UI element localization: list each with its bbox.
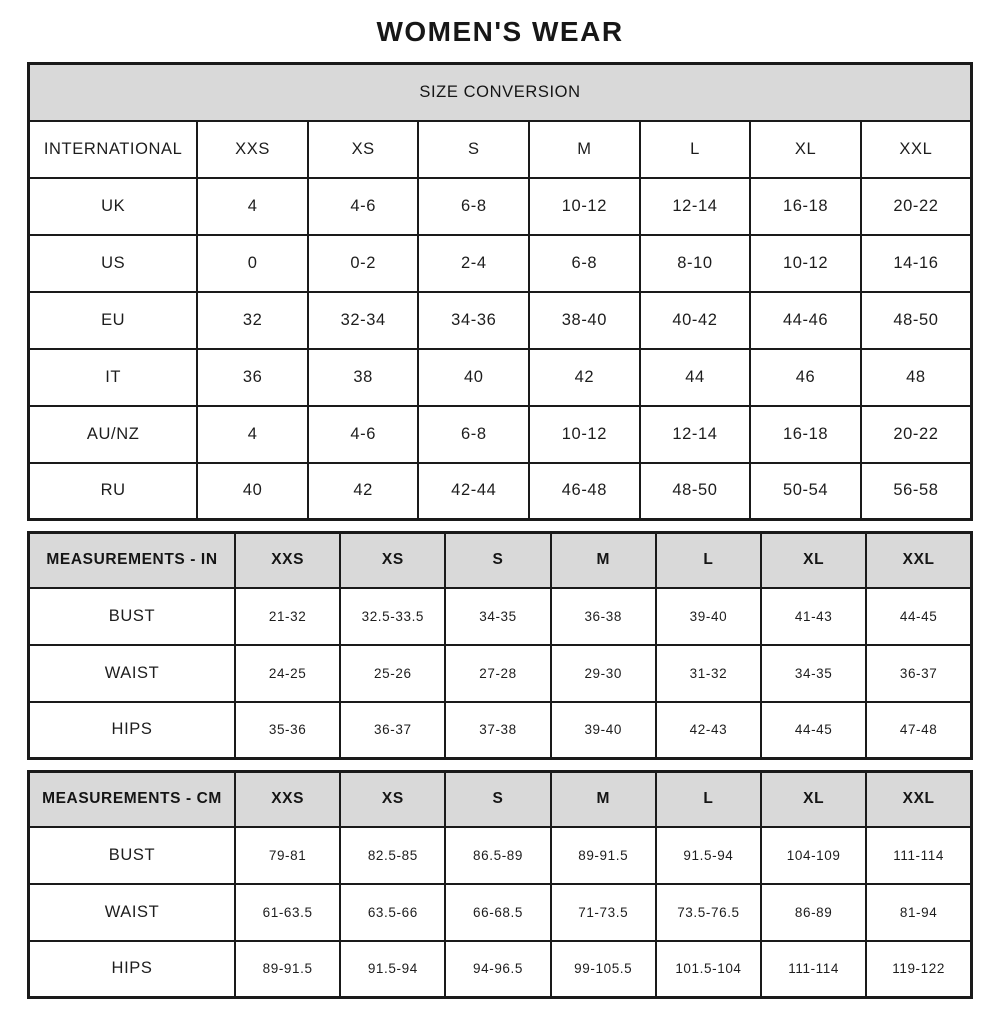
size-cell: 38-40 xyxy=(529,292,640,349)
col-header-international: INTERNATIONAL xyxy=(29,121,198,178)
col-header-xxs: XXS xyxy=(197,121,308,178)
col-header-xs: XS xyxy=(340,772,445,827)
table-row-hips-in xyxy=(29,702,972,759)
col-header-measurements-in: MEASUREMENTS - IN xyxy=(29,533,236,588)
size-cell: 34-35 xyxy=(761,645,866,702)
size-cell: 6-8 xyxy=(529,235,640,292)
size-cell: 6-8 xyxy=(418,406,529,463)
size-cell: 6-8 xyxy=(418,178,529,235)
table-row-eu xyxy=(29,292,972,349)
size-cell: 20-22 xyxy=(861,178,972,235)
table-row-it xyxy=(29,349,972,406)
size-cell: 42-43 xyxy=(656,702,761,759)
row-label-uk: UK xyxy=(29,178,198,235)
size-cell: 24-25 xyxy=(235,645,340,702)
row-label-hips: HIPS xyxy=(29,702,236,759)
col-header-xs: XS xyxy=(340,533,445,588)
table-row-us xyxy=(29,235,972,292)
table-row-uk xyxy=(29,178,972,235)
col-header-l: L xyxy=(656,533,761,588)
row-label-bust: BUST xyxy=(29,588,236,645)
size-cell: 25-26 xyxy=(340,645,445,702)
table-row-bust-cm xyxy=(29,827,972,884)
size-cell: 10-12 xyxy=(529,178,640,235)
size-cell: 50-54 xyxy=(750,463,861,520)
size-cell: 36-37 xyxy=(340,702,445,759)
size-cell: 36-38 xyxy=(551,588,656,645)
row-label-waist: WAIST xyxy=(29,645,236,702)
size-conversion-banner-row xyxy=(29,64,972,121)
size-cell: 20-22 xyxy=(861,406,972,463)
row-label-waist: WAIST xyxy=(29,884,236,941)
size-cell: 10-12 xyxy=(750,235,861,292)
col-header-xxl: XXL xyxy=(866,533,971,588)
size-cell: 12-14 xyxy=(640,178,751,235)
size-cell: 61-63.5 xyxy=(235,884,340,941)
table-row-hips-cm xyxy=(29,941,972,998)
col-header-xxs: XXS xyxy=(235,772,340,827)
size-cell: 46 xyxy=(750,349,861,406)
size-cell: 2-4 xyxy=(418,235,529,292)
size-cell: 71-73.5 xyxy=(551,884,656,941)
row-label-hips: HIPS xyxy=(29,941,236,998)
size-cell: 41-43 xyxy=(761,588,866,645)
table-row-aunz xyxy=(29,406,972,463)
size-cell: 89-91.5 xyxy=(235,941,340,998)
col-header-l: L xyxy=(656,772,761,827)
col-header-s: S xyxy=(445,772,550,827)
size-cell: 86-89 xyxy=(761,884,866,941)
size-cell: 111-114 xyxy=(866,827,971,884)
table-row-ru xyxy=(29,463,972,520)
size-cell: 42 xyxy=(308,463,419,520)
measurements-in-table xyxy=(27,531,973,760)
size-cell: 48-50 xyxy=(640,463,751,520)
size-cell: 44-45 xyxy=(866,588,971,645)
col-header-xxl: XXL xyxy=(866,772,971,827)
row-label-ru: RU xyxy=(29,463,198,520)
measurements-cm-header-row xyxy=(29,772,972,827)
size-cell: 66-68.5 xyxy=(445,884,550,941)
size-cell: 16-18 xyxy=(750,406,861,463)
size-cell: 29-30 xyxy=(551,645,656,702)
size-cell: 38 xyxy=(308,349,419,406)
measurements-cm-table xyxy=(27,770,973,999)
size-cell: 79-81 xyxy=(235,827,340,884)
col-header-measurements-cm: MEASUREMENTS - CM xyxy=(29,772,236,827)
size-cell: 21-32 xyxy=(235,588,340,645)
size-cell: 81-94 xyxy=(866,884,971,941)
size-cell: 44-46 xyxy=(750,292,861,349)
col-header-xxs: XXS xyxy=(235,533,340,588)
size-cell: 16-18 xyxy=(750,178,861,235)
size-cell: 37-38 xyxy=(445,702,550,759)
size-cell: 82.5-85 xyxy=(340,827,445,884)
table-row-waist-cm xyxy=(29,884,972,941)
row-label-it: IT xyxy=(29,349,198,406)
table-row-waist-in xyxy=(29,645,972,702)
size-cell: 48-50 xyxy=(861,292,972,349)
size-cell: 40-42 xyxy=(640,292,751,349)
size-cell: 91.5-94 xyxy=(340,941,445,998)
size-cell: 32.5-33.5 xyxy=(340,588,445,645)
size-cell: 8-10 xyxy=(640,235,751,292)
row-label-us: US xyxy=(29,235,198,292)
measurements-in-header-row xyxy=(29,533,972,588)
size-cell: 46-48 xyxy=(529,463,640,520)
page-title: WOMEN'S WEAR xyxy=(376,16,624,47)
size-cell: 10-12 xyxy=(529,406,640,463)
size-cell: 34-35 xyxy=(445,588,550,645)
size-cell: 36-37 xyxy=(866,645,971,702)
size-cell: 39-40 xyxy=(656,588,761,645)
size-cell: 0 xyxy=(197,235,308,292)
size-cell: 4 xyxy=(197,406,308,463)
size-cell: 39-40 xyxy=(551,702,656,759)
size-cell: 32 xyxy=(197,292,308,349)
size-cell: 99-105.5 xyxy=(551,941,656,998)
size-cell: 34-36 xyxy=(418,292,529,349)
col-header-m: M xyxy=(551,533,656,588)
size-cell: 4-6 xyxy=(308,178,419,235)
size-cell: 48 xyxy=(861,349,972,406)
col-header-xl: XL xyxy=(761,533,866,588)
row-label-bust: BUST xyxy=(29,827,236,884)
size-cell: 40 xyxy=(418,349,529,406)
size-cell: 42 xyxy=(529,349,640,406)
size-cell: 0-2 xyxy=(308,235,419,292)
col-header-s: S xyxy=(445,533,550,588)
row-label-aunz: AU/NZ xyxy=(29,406,198,463)
size-cell: 44-45 xyxy=(761,702,866,759)
size-cell: 47-48 xyxy=(866,702,971,759)
size-conversion-header-row xyxy=(29,121,972,178)
table-row-bust-in xyxy=(29,588,972,645)
size-cell: 63.5-66 xyxy=(340,884,445,941)
size-cell: 36 xyxy=(197,349,308,406)
col-header-xl: XL xyxy=(761,772,866,827)
size-cell: 31-32 xyxy=(656,645,761,702)
row-label-eu: EU xyxy=(29,292,198,349)
size-cell: 73.5-76.5 xyxy=(656,884,761,941)
col-header-s: S xyxy=(418,121,529,178)
col-header-l: L xyxy=(640,121,751,178)
size-cell: 101.5-104 xyxy=(656,941,761,998)
size-cell: 14-16 xyxy=(861,235,972,292)
size-cell: 4-6 xyxy=(308,406,419,463)
size-cell: 42-44 xyxy=(418,463,529,520)
size-cell: 91.5-94 xyxy=(656,827,761,884)
col-header-xxl: XXL xyxy=(861,121,972,178)
size-cell: 104-109 xyxy=(761,827,866,884)
size-cell: 44 xyxy=(640,349,751,406)
size-cell: 56-58 xyxy=(861,463,972,520)
size-cell: 94-96.5 xyxy=(445,941,550,998)
size-cell: 86.5-89 xyxy=(445,827,550,884)
size-cell: 12-14 xyxy=(640,406,751,463)
col-header-m: M xyxy=(529,121,640,178)
size-conversion-title: SIZE CONVERSION xyxy=(29,64,972,121)
size-cell: 4 xyxy=(197,178,308,235)
col-header-xs: XS xyxy=(308,121,419,178)
size-cell: 119-122 xyxy=(866,941,971,998)
col-header-xl: XL xyxy=(750,121,861,178)
size-cell: 27-28 xyxy=(445,645,550,702)
size-cell: 35-36 xyxy=(235,702,340,759)
size-cell: 111-114 xyxy=(761,941,866,998)
col-header-m: M xyxy=(551,772,656,827)
size-cell: 32-34 xyxy=(308,292,419,349)
size-conversion-table xyxy=(27,62,973,521)
size-cell: 40 xyxy=(197,463,308,520)
size-cell: 89-91.5 xyxy=(551,827,656,884)
